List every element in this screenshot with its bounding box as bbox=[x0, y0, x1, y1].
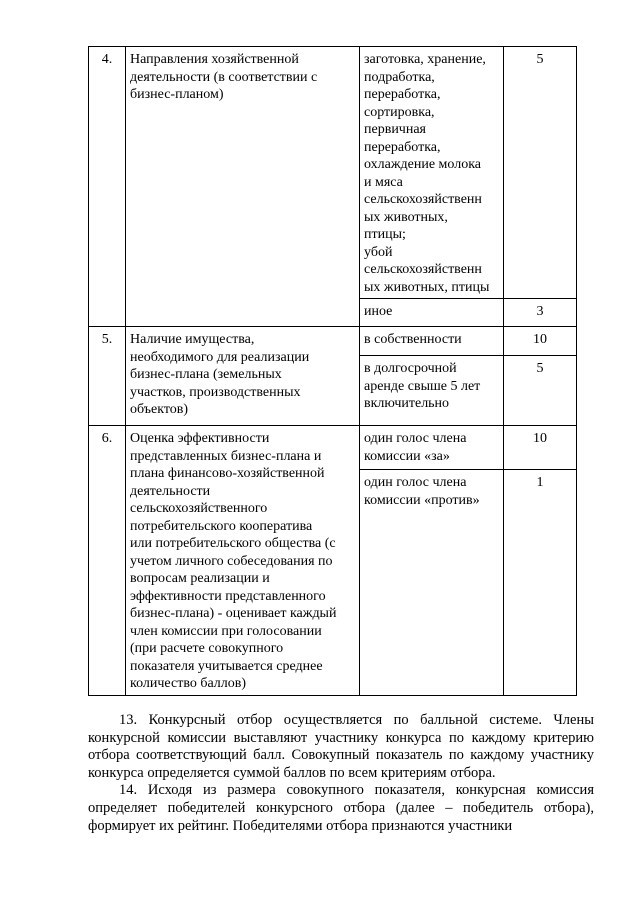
criterion-value: один голос члена комиссии «против» bbox=[360, 470, 504, 695]
row-number: 5. bbox=[89, 327, 126, 426]
criteria-table bbox=[88, 46, 577, 696]
criterion-text: Оценка эффективности представленных бизнес-плана и плана финансово-хозяйственной деятельности сельскохозяйственного потребительского кооператива или потребительского общества (с учетом личного собеседования по вопросам реализации и эффективности представленного бизнес-плана) - оценивает каждый член комиссии при голосовании (при расчете совокупного показателя учитывается среднее количество баллов) bbox=[126, 426, 360, 696]
criterion-value: в долгосрочной аренде свыше 5 лет включительно bbox=[360, 356, 504, 426]
table-row bbox=[89, 327, 577, 356]
row-number: 6. bbox=[89, 426, 126, 696]
criterion-points: 10 bbox=[504, 327, 577, 356]
row-number: 4. bbox=[89, 47, 126, 327]
criterion-value: иное bbox=[360, 299, 504, 327]
criterion-value: в собственности bbox=[360, 327, 504, 356]
criterion-points: 3 bbox=[504, 299, 577, 327]
paragraph-13: 13. Конкурсный отбор осуществляется по балльной системе. Члены конкурсной комиссии выставляют участнику конкурса по каждому критерию отбора соответствующий балл. Совокупный показатель по каждому участнику конкурса определяется суммой баллов по всем критериям отбора. bbox=[88, 712, 594, 781]
paragraph-14: 14. Исходя из размера совокупного показателя, конкурсная комиссия определяет победителей конкурсного отбора (далее – победитель отбора), формирует их рейтинг. Победителями отбора признаются участники bbox=[88, 782, 594, 834]
criterion-text: Направления хозяйственной деятельности (в соответствии с бизнес-планом) bbox=[126, 47, 360, 327]
criterion-text: Наличие имущества, необходимого для реализации бизнес-плана (земельных участков, производственных объектов) bbox=[126, 327, 360, 426]
criterion-points: 5 bbox=[504, 356, 577, 426]
criterion-points: 10 bbox=[504, 426, 577, 470]
criterion-value: один голос члена комиссии «за» bbox=[360, 426, 504, 470]
criterion-value: заготовка, хранение, подработка, переработка, сортировка, первичная переработка, охлаждение молока и мяса сельскохозяйственн ых животных, птицы; убой сельскохозяйственн ых животных, птицы bbox=[360, 47, 504, 299]
criterion-points: 1 bbox=[504, 470, 577, 695]
body-text bbox=[88, 712, 594, 835]
criterion-points: 5 bbox=[504, 47, 577, 299]
table-row bbox=[89, 47, 577, 299]
table-row bbox=[89, 426, 577, 470]
